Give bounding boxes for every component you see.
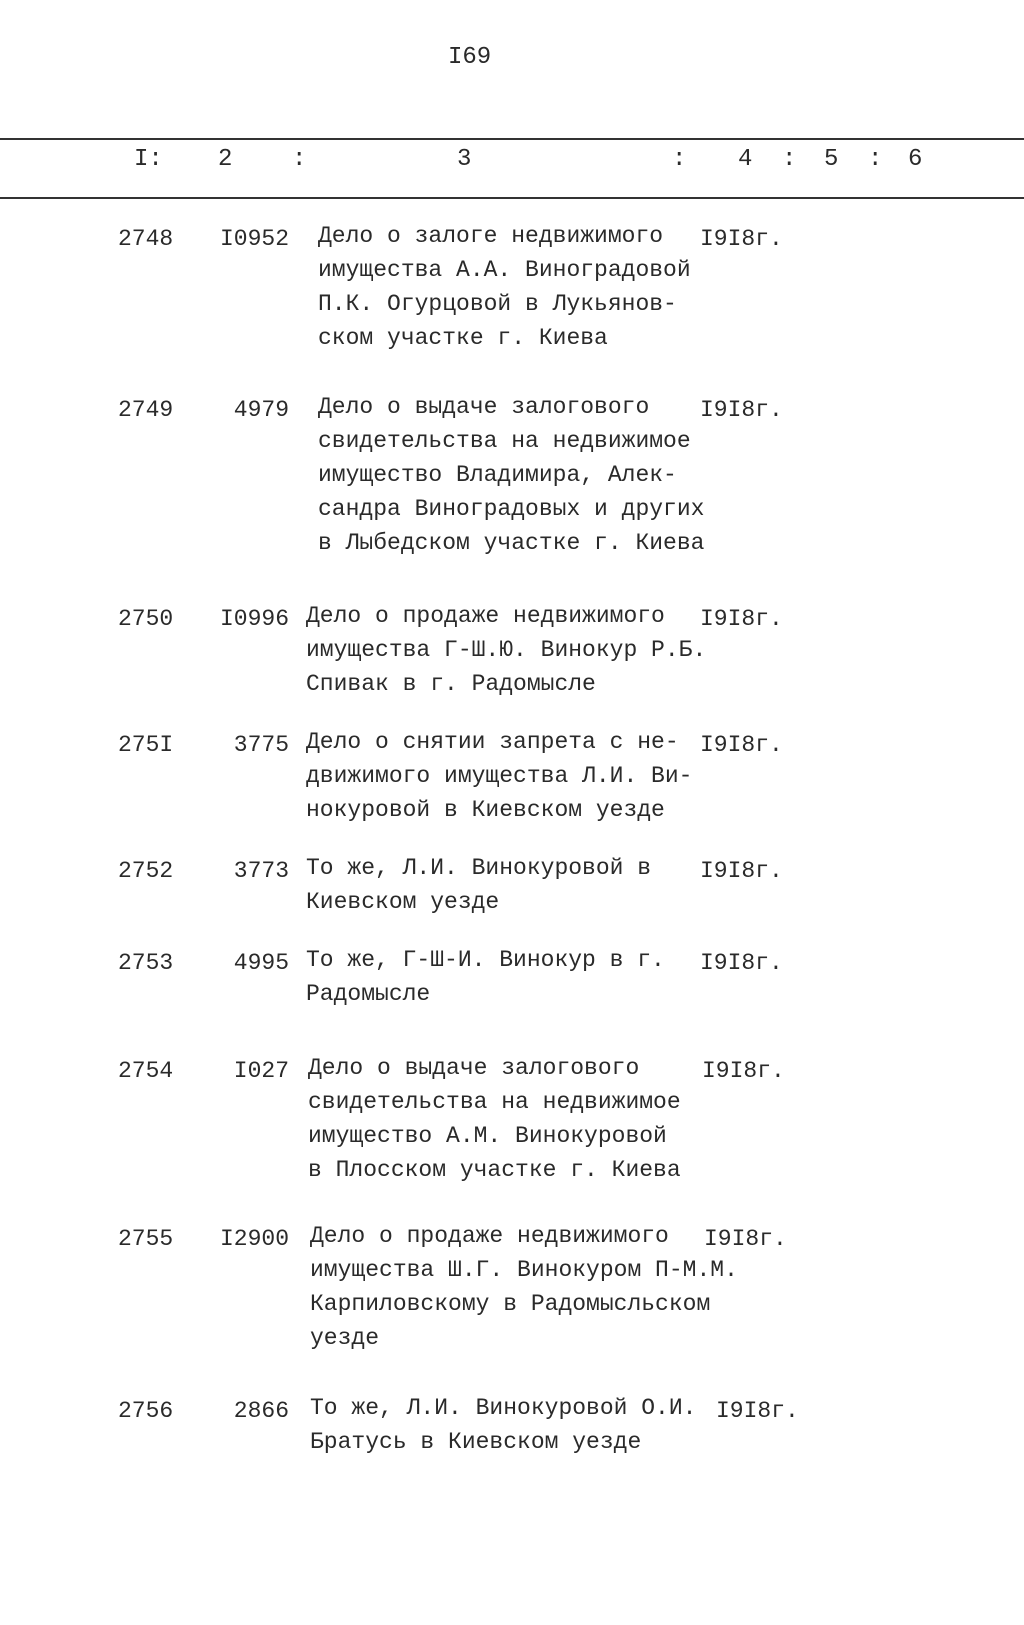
description-line: Радомысле xyxy=(306,981,431,1007)
description-line: свидетельства на недвижимое xyxy=(318,428,691,454)
entry-year: I9I8г. xyxy=(702,1058,785,1084)
entry-number: 2753 xyxy=(118,950,174,976)
col-5: 5 xyxy=(824,146,839,173)
archive-number: I2900 xyxy=(219,1226,289,1252)
sep: : xyxy=(782,146,797,173)
col-3: 3 xyxy=(457,146,472,173)
header-top-rule xyxy=(0,138,1024,140)
entry-description xyxy=(306,599,706,701)
sep: : xyxy=(672,146,687,173)
description-line: нокуровой в Киевском уезде xyxy=(306,797,665,823)
col-4: 4 xyxy=(738,146,753,173)
description-line: То же, Г-Ш-И. Винокур в г. xyxy=(306,947,665,973)
entry-year: I9I8г. xyxy=(716,1398,799,1424)
description-line: Дело о снятии запрета с не- xyxy=(306,729,679,755)
archive-number: 4995 xyxy=(233,950,289,976)
description-line: движимого имущества Л.И. Ви- xyxy=(306,763,693,789)
sep: : xyxy=(292,146,307,173)
entry-number: 2756 xyxy=(118,1398,174,1424)
entry-description xyxy=(306,943,665,1011)
entry-description xyxy=(310,1391,696,1459)
entry-year: I9I8г. xyxy=(700,226,783,252)
header-bottom-rule xyxy=(0,197,1024,199)
entry-description xyxy=(306,851,651,919)
description-line: То же, Л.И. Винокуровой в xyxy=(306,855,652,881)
entry-number: 2752 xyxy=(118,858,174,884)
sep: : xyxy=(868,146,883,173)
description-line: имущества А.А. Виноградовой xyxy=(318,257,691,283)
archive-number: 2866 xyxy=(233,1398,289,1424)
entry-year: I9I8г. xyxy=(704,1226,787,1252)
col-2: 2 xyxy=(218,146,233,173)
description-line: Киевском уезде xyxy=(306,889,500,915)
entry-year: I9I8г. xyxy=(700,606,783,632)
col-1: I: xyxy=(134,146,163,173)
entry-number: 2750 xyxy=(118,606,174,632)
description-line: Дело о залоге недвижимого xyxy=(318,223,664,249)
description-line: имущество А.М. Винокуровой xyxy=(308,1123,667,1149)
description-line: имущества Г-Ш.Ю. Винокур Р.Б. xyxy=(306,637,707,663)
description-line: уезде xyxy=(310,1325,380,1351)
description-line: Дело о продаже недвижимого xyxy=(306,603,665,629)
description-line: свидетельства на недвижимое xyxy=(308,1089,681,1115)
description-line: Братусь в Киевском уезде xyxy=(310,1429,642,1455)
description-line: сандра Виноградовых и других xyxy=(318,496,705,522)
entry-number: 2754 xyxy=(118,1058,174,1084)
archive-number: I027 xyxy=(233,1058,289,1084)
entry-year: I9I8г. xyxy=(700,732,783,758)
description-line: Дело о продаже недвижимого xyxy=(310,1223,669,1249)
archive-number: 3775 xyxy=(233,732,289,758)
archive-number: I0952 xyxy=(219,226,289,252)
archive-number: 3773 xyxy=(233,858,289,884)
description-line: П.К. Огурцовой в Лукьянов- xyxy=(318,291,677,317)
entry-year: I9I8г. xyxy=(700,397,783,423)
description-line: в Плосском участке г. Киева xyxy=(308,1157,681,1183)
archive-number: I0996 xyxy=(219,606,289,632)
entry-number: 275I xyxy=(118,732,174,758)
description-line: Карпиловскому в Радомысльском xyxy=(310,1291,711,1317)
description-line: в Лыбедском участке г. Киева xyxy=(318,530,705,556)
description-line: имущество Владимира, Алек- xyxy=(318,462,677,488)
page-number: I69 xyxy=(448,44,492,71)
archive-number: 4979 xyxy=(233,397,289,423)
entry-number: 2748 xyxy=(118,226,174,252)
entry-year: I9I8г. xyxy=(700,858,783,884)
col-6: 6 xyxy=(908,146,923,173)
entry-description xyxy=(306,725,692,827)
description-line: ском участке г. Киева xyxy=(318,325,608,351)
description-line: Спивак в г. Радомысле xyxy=(306,671,596,697)
entry-description xyxy=(310,1219,738,1355)
entry-description xyxy=(318,219,691,355)
entry-number: 2749 xyxy=(118,397,174,423)
entry-description xyxy=(308,1051,681,1187)
entry-number: 2755 xyxy=(118,1226,174,1252)
description-line: Дело о выдаче залогового xyxy=(308,1055,640,1081)
description-line: имущества Ш.Г. Винокуром П-М.М. xyxy=(310,1257,738,1283)
description-line: Дело о выдаче залогового xyxy=(318,394,650,420)
entry-description xyxy=(318,390,704,560)
description-line: То же, Л.И. Винокуровой О.И. xyxy=(310,1395,697,1421)
entry-year: I9I8г. xyxy=(700,950,783,976)
